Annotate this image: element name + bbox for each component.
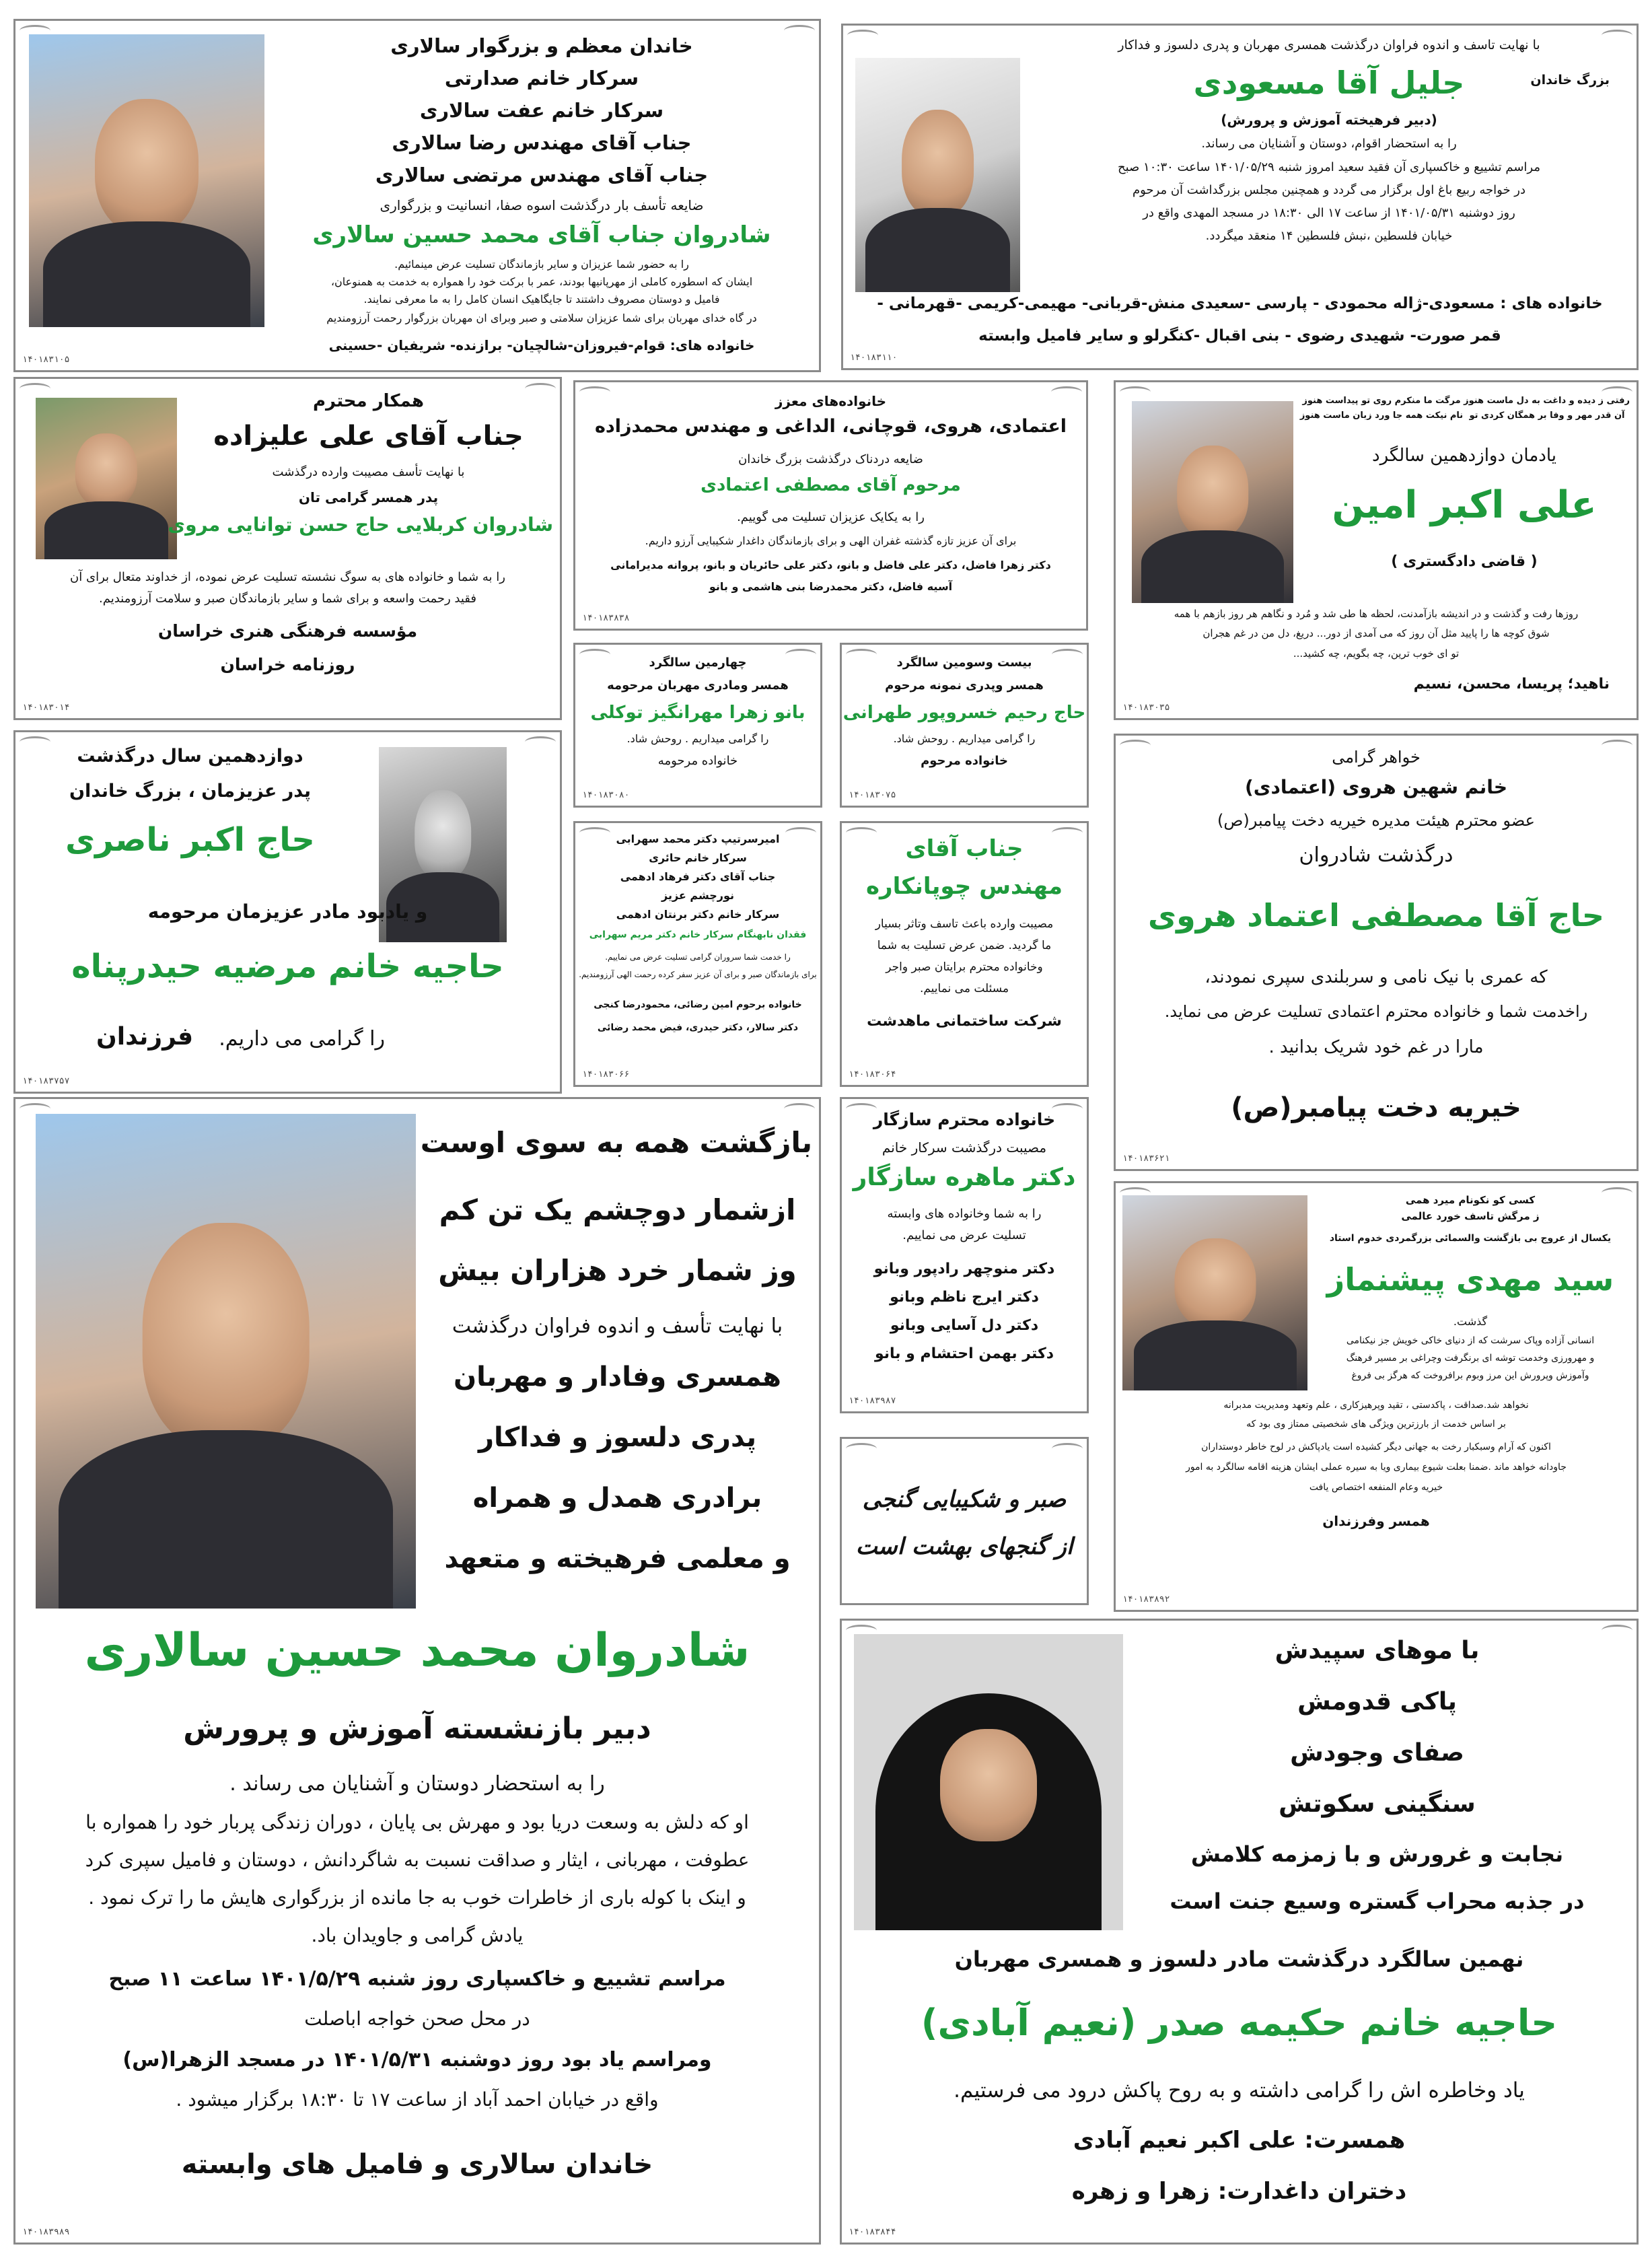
n12-ad-code: ۱۴۰۱۸۳۹۸۹ (22, 2227, 70, 2237)
n13-signer-4: دکتر بهمن احتشام و بانو (874, 1345, 1054, 1362)
n2-line-6: در خواجه ربیع باغ اول برگزار می گردد و همچنین مجلس بزرگداشت آن مرحوم (1132, 183, 1526, 197)
n3-signer-1: مؤسسه فرهنگی هنری خراسان (157, 621, 418, 641)
n8-deceased-name: حاج اکبر ناصری (65, 821, 315, 859)
n10-line-0: جناب آقای (905, 835, 1023, 862)
n10-line-4: وخانواده محترم برایتان صبر واجر (886, 960, 1043, 974)
n12-deceased-name: شادروان محمد حسین سالاری (84, 1624, 750, 1677)
notice-zahra-mehrangiz-tavakoli (573, 643, 822, 808)
n5-ad-code: ۱۴۰۱۸۳۰۳۵ (1122, 703, 1170, 713)
photo-seyed-mehdi-pishnamaz (1122, 1195, 1307, 1390)
n12-line-15: مراسم تشییع و خاکسپاری روز شنبه ۱۴۰۱/۵/۲۹ ساعت ۱۱ صبح (108, 1967, 726, 1991)
n5-line-7: روزها رفت و گذشت و در اندیشه بازآمدنت، لحظه ها طی شد و مُرد و نگاهم هر روز بازهم با همه (1174, 608, 1579, 620)
n1-line-2: سرکار خانم عفت سالاری (419, 99, 664, 122)
n14-line-7: وآموزش وپرورش این مرز وبوم برافروخت که هرگز بی فروغ (1351, 1370, 1589, 1381)
n12-line-1: ازشمار دوچشم یک تن کم (439, 1193, 796, 1226)
n2-line-1: بزرگ خاندان (1530, 73, 1610, 87)
notice-mahereh-sazgar (840, 1097, 1089, 1413)
n14-line-6: و مهرورزی وخدمت توشه ای برنگرفت وچراغی بر مسیر فرهنگ (1346, 1353, 1595, 1364)
n12-line-2: وز شمار خرد هزاران بیش (438, 1254, 797, 1287)
n5-poem-2a: آن قدر مهر و وفا بر همگان کردی تو (1469, 411, 1625, 421)
n14-line-9: بر اساس خدمت از بارزترین ویژگی های شخصیتی ممتاز وی بود که (1246, 1419, 1506, 1429)
n14-line-10: اکنون که آرام وسبکبار رخت به جهانی دیگر کشیده است یادپاکش در لوح خاطر دوستداران (1201, 1442, 1551, 1452)
n5-line-8: شوق کوچه ها را پایید مثل آن روز که می آمدی از دور... دریغ، دل من در غم هجران (1202, 627, 1550, 639)
notice-etemadi-families (573, 380, 1088, 631)
n13-line-0: خانواده محترم سازگار (873, 1110, 1056, 1129)
n9-signers-1: خانواده برحوم امین رضائی، محمودرضا کنجی (594, 999, 802, 1010)
n15-line-0: صبر و شکیبایی گنجی (862, 1486, 1067, 1513)
n8-line-1: پدر عزیزمان ، بزرگ خاندان (69, 781, 311, 802)
n12-line-3: با نهایت تأسف و اندوه فراوان درگذشت (452, 1314, 783, 1338)
n6-line-1: همسر ومادری مهربان مرحومه (607, 678, 789, 693)
n13-line-4: تسلیت عرض می نماییم. (902, 1228, 1026, 1242)
n7-line-3: را گرامی میداریم . روحش شاد. (893, 732, 1036, 745)
notice-chopankareh (840, 821, 1089, 1087)
n12-line-9: دبیر بازنشسته آموزش و پرورش (183, 1711, 651, 1746)
n12-signers: خاندان سالاری و فامیل های وابسته (181, 2149, 653, 2180)
n14-line-2: یکسال از عروج بی بازگشت والسمائی بزرگمردی خدوم استاد (1329, 1233, 1612, 1244)
n14-poem-1: کسی کو نکونام میرد همی (1405, 1194, 1536, 1206)
n7-ad-code: ۱۴۰۱۸۳۰۷۵ (849, 790, 896, 800)
n10-line-5: مسئلت می نماییم. (919, 982, 1009, 995)
n14-deceased-name: سید مهدی پیشنماز (1326, 1261, 1614, 1298)
n6-signers: خانواده مرحومه (657, 754, 738, 768)
n3-line-6: فقید رحمت واسعه و برای شما و سایر بازماندگان صبر و سلامت آرزومندیم. (99, 592, 476, 606)
photo-salari-large (36, 1114, 416, 1609)
n1-line-10: در گاه خدای مهربان برای شما عزیزان سلامتی و صبر وبرای ان مهربان بزرگوار رحمت آرزومندیم (326, 312, 757, 324)
n12-line-0: بازگشت همه به سوی اوست (420, 1126, 812, 1159)
n5-line-4: یادمان دوازدهمین سالگرد (1372, 446, 1556, 466)
n9-line-2: جناب آقای دکتر فرهاد ادهمی (620, 870, 776, 883)
n11-line-0: خواهر گرامی (1332, 748, 1421, 767)
n12-line-10: را به استحضار دوستان و آشنایان می رساند . (229, 1772, 605, 1796)
notice-haj-akbar-naseri (13, 730, 562, 1094)
n1-line-8: ایشان که اسطوره کاملی از مهرپانیها بودند، عمر با برکت خود را همواره به خدمت به همنوعان، (330, 275, 753, 288)
n12-line-17: ومراسم یاد بود روز دوشنبه ۱۴۰۱/۵/۳۱ در مسجد الزهرا(س) (122, 2048, 712, 2072)
notice-seyed-mehdi-pishnamaz (1114, 1181, 1639, 1612)
notice-ali-alizadeh (13, 377, 562, 720)
n5-deceased-name: علی اکبر امین (1332, 483, 1597, 527)
n3-signer-2: روزنامه خراسان (220, 655, 355, 674)
n9-line-0: امیرسرتیپ دکتر محمد سهرابی (616, 833, 780, 845)
n12-line-4: همسری وفادار و مهربان (453, 1362, 781, 1392)
n7-signers: خانواده مرحوم (921, 754, 1008, 768)
n16-deceased-name: حاجیه خانم حکیمه صدر (نعیم آبادی) (921, 2002, 1558, 2044)
n5-poem-2b: نام نیکت همه جا ورد زبان ماست هنوز (1299, 411, 1464, 421)
n2-line-7: روز دوشنبه ۱۴۰۱/۰۵/۳۱ از ساعت ۱۷ الی ۱۸:۳۰ در مسجد المهدی واقع در (1143, 206, 1515, 220)
n10-line-2: مصیبت وارده باعث تاسف وتاثر بسیار (875, 917, 1054, 931)
n6-line-0: چهارمین سالگرد (649, 656, 747, 670)
n16-line-2: صفای وجودش (1290, 1739, 1464, 1767)
n10-signers: شرکت ساختمانی ماهدشت (867, 1013, 1062, 1030)
n11-deceased-name: حاج آقا مصطفی اعتماد هروی (1147, 897, 1604, 933)
n12-line-5: پدری دلسوز و فداکار (478, 1422, 757, 1453)
n4-line-5: برای آن عزیز تازه گذشته غفران الهی و برای بازماندگان داغدار شکیبایی آرزو داریم. (645, 534, 1017, 547)
n8-line-5: را گرامی می داریم. (219, 1027, 385, 1051)
n12-line-14: یادش گرامی و جاویدان باد. (311, 1924, 524, 1946)
n16-signer-1: همسرت: علی اکبر نعیم آبادی (1073, 2127, 1406, 2154)
n4-ad-code: ۱۴۰۱۸۳۸۳۸ (582, 613, 630, 623)
n16-line-0: با موهای سپیدش (1274, 1637, 1480, 1664)
n3-line-5: را به شما و خانواده های به سوگ نشسته تسلیت عرض نموده، از خداوند متعال برای آن (70, 570, 505, 584)
n7-line-1: همسر وپدری نمونه مرحوم (885, 678, 1044, 693)
n1-line-1: سرکار خانم صدارتی (444, 67, 639, 90)
n8-line-0: دوازدهمین سال درگذشت (77, 746, 303, 767)
photo-mohammad-hossein-salari (29, 34, 264, 327)
n14-poem-2: ز مرگش تاسف خورد عالمی (1401, 1210, 1540, 1222)
n16-line-5: در جذبه محراب گستره وسیع جنت است (1170, 1888, 1585, 1914)
n1-line-9: فامیل و دوستان مصروف داشتند تا جایگاهیک انسان کامل را به ما معرفی نمایند. (363, 293, 720, 306)
n9-line-7: برای بازماندگان صبر و برای آن عزیز سفر کرده رحمت الهی آرزومندیم. (579, 970, 817, 979)
notice-jalil-agha-masoudi (841, 24, 1639, 370)
photo-ali-akbar-amin (1132, 401, 1293, 603)
n4-line-4: را به یکایک عزیزان تسلیت می گوییم. (737, 510, 925, 524)
notice-hakimeh-sadr (840, 1619, 1639, 2245)
n16-ad-code: ۱۴۰۱۸۳۸۴۴ (849, 2227, 896, 2237)
n12-line-12: عطوفت ، مهربانی ، ایثار و صداقت نسبت به شاگردانش ، دوستان و فامیل سپری کرد (85, 1849, 750, 1871)
n4-line-1: اعتمادی، هروی، قوچانی، الداغی و مهندس محمدزاده (594, 416, 1067, 437)
n9-signers-2: دکتر سالار، دکتر حیدری، فیض محمد رضائی (597, 1022, 799, 1033)
n12-line-11: او که دلش به وسعت دریا بود و مهرش بی پایان ، دوران زندگی پربار خود را همواره با (85, 1811, 749, 1833)
n14-signers: همسر وفرزندان (1322, 1513, 1430, 1529)
notice-shahin-heravi (1114, 734, 1639, 1171)
n12-line-18: واقع در خیابان احمد آباد از ساعت ۱۷ تا ۱۸:۳۰ برگزار میشود . (176, 2088, 659, 2111)
n1-line-3: جناب آقای مهندس رضا سالاری (392, 131, 692, 154)
n1-ad-code: ۱۴۰۱۸۳۱۰۵ (22, 355, 70, 365)
n2-line-3: (دبیر فرهیخته آموزش و پرورش) (1221, 112, 1437, 128)
photo-hassan-tavanaei (36, 398, 177, 559)
n14-line-8: نخواهد شد.صداقت ، پاکدستی ، تقید وپرهیزکاری ، علم وتعهد ومدیریت مدبرانه (1223, 1400, 1529, 1411)
notice-maryam-sohrabi (573, 821, 822, 1087)
photo-jalil-agha-masoudi (855, 58, 1020, 292)
n13-line-3: را به شما وخانواده های وابسته (887, 1207, 1042, 1221)
n1-line-0: خاندان معظم و بزرگوار سالاری (390, 34, 693, 57)
notice-ali-akbar-amin (1114, 380, 1639, 720)
n2-line-5: مراسم تشییع و خاکسپاری آن فقید سعید امروز شنبه ۱۴۰۱/۰۵/۲۹ ساعت ۱۰:۳۰ صبح (1117, 160, 1540, 174)
n2-families-2: قمر صورت- شهیدی رضوی - بنی اقبال -کنگرلو و سایر فامیل وابسته (978, 327, 1501, 345)
n8-line-3: و یادبود مادر عزیزمان مرحومه (147, 901, 428, 923)
n11-signers: خیریه دخت پیامبر(ص) (1231, 1092, 1521, 1123)
notice-calligraphy-patience (840, 1437, 1089, 1605)
n1-signers: خانواده های: قوام-فیروزان-شالچیان- برازنده- شریفیان -حسینی (328, 337, 755, 353)
n1-line-4: جناب آقای مهندس مرتضی سالاری (375, 164, 709, 186)
notice-salari-families (13, 19, 821, 372)
n3-ad-code: ۱۴۰۱۸۳۰۱۴ (22, 703, 70, 713)
n14-ad-code: ۱۴۰۱۸۳۸۹۲ (1122, 1594, 1170, 1604)
n16-line-3: سنگینی سکوتش (1279, 1790, 1476, 1818)
n9-line-1: سرکار خانم حائری (649, 851, 747, 864)
n9-ad-code: ۱۴۰۱۸۳۰۶۶ (582, 1069, 630, 1080)
n9-deceased-line: فقدان نابهنگام سرکار خانم دکتر مریم سهرابی (589, 929, 807, 940)
n16-line-1: پاکی قدومش (1297, 1688, 1457, 1716)
n8-ad-code: ۱۴۰۱۸۳۷۵۷ (22, 1076, 70, 1086)
n9-line-6: را خدمت شما سروران گرامی تسلیت عرض می نماییم. (605, 952, 791, 962)
n11-line-1: خانم شهین هروی (اعتمادی) (1244, 776, 1508, 798)
n7-line-0: بیست وسومین سالگرد (896, 656, 1032, 670)
n9-line-4: سرکار خانم دکتر برنتان ادهمی (616, 908, 780, 921)
n5-line-9: تو ای خوب ترین، چه بگویم، چه کشید... (1293, 647, 1460, 660)
n3-deceased-name: شادروان کربلایی حاج حسن توانایی مروی (168, 514, 553, 536)
n5-poem-1a: رفتی ز دیده و داغت به دل ماست هنوز (1464, 396, 1630, 406)
n12-line-7: و معلمی فرهیخته و متعهد (444, 1543, 791, 1574)
n13-signer-1: دکتر منوچهر رادپور وبانو (873, 1261, 1055, 1277)
n13-signer-3: دکتر دل آسایی وبانو (890, 1317, 1039, 1334)
n2-families-1: خانواده های : مسعودی-ژاله محمودی - پارسی -سعیدی منش-قربانی- مهیمی-کریمی -قهرمانی - (877, 295, 1603, 312)
n11-line-5: که عمری با نیک نامی و سربلندی سپری نمودند، (1205, 967, 1548, 987)
n12-line-6: برادری همدل و همراه (472, 1483, 762, 1514)
n11-line-2: عضو محترم هیئت مدیره خیریه دخت پیامبر(ص) (1217, 811, 1535, 830)
n6-deceased-name: بانو زهرا مهرانگیز توکلی (590, 703, 805, 723)
n3-line-0: همکار محترم (312, 391, 425, 411)
n7-deceased-name: حاج رحیم خسروپور طهرانی (842, 703, 1086, 723)
n13-line-1: مصیبت درگذشت سرکار خانم (882, 1139, 1047, 1156)
n10-ad-code: ۱۴۰۱۸۳۰۶۴ (849, 1069, 896, 1080)
n1-deceased-name: شادروان جناب آقای محمد حسین سالاری (312, 221, 771, 248)
notice-salari-main (13, 1097, 821, 2245)
n9-line-3: نورچشم عزیز (661, 889, 735, 902)
n13-deceased-name: دکتر ماهره سازگار (853, 1164, 1076, 1191)
n14-line-11: جاودانه خواهد ماند .ضمنا بعلت شیوع بیماری ویا به سیره عملی ایشان هزینه اقامه سالگرد به امور (1186, 1462, 1567, 1473)
n6-ad-code: ۱۴۰۱۸۳۰۸۰ (582, 790, 630, 800)
n5-signers: ناهید؛ پریسا، محسن، نسیم (1413, 676, 1610, 693)
n1-line-7: را به حضور شما عزیزان و سایر بازماندگان تسلیت عرض مینمائیم. (394, 258, 689, 271)
n14-line-4: گذشت. (1453, 1315, 1488, 1328)
n2-line-8: خیابان فلسطین ،نبش فلسطین ۱۴ منعقد میگردد. (1205, 229, 1453, 243)
n16-line-6: نهمین سالگرد درگذشت مادر دلسوز و همسری مهربان (954, 1946, 1524, 1972)
n15-line-1: از گنجهای بهشت است (855, 1533, 1073, 1560)
n11-line-3: درگذشت شادروان (1299, 843, 1453, 867)
n2-deceased-name: جلیل آقا مسعودی (1193, 65, 1465, 101)
n4-line-2: ضایعه دردناک درگذشت بزرگ خاندان (738, 452, 923, 466)
n3-line-3: پدر همسر گرامی تان (298, 489, 439, 505)
n13-signer-2: دکتر ایرج ناظم وبانو (890, 1289, 1039, 1306)
n14-line-5: انسانی آزاده وپاک سرشت که از دنیای خاکی خویش جز نیکنامی (1346, 1335, 1595, 1346)
n3-line-1: جناب آقای علی علیزاده (213, 421, 524, 452)
n11-ad-code: ۱۴۰۱۸۳۶۲۱ (1122, 1154, 1170, 1164)
n5-line-6: ( قاضی دادگستری ) (1391, 553, 1538, 570)
n10-line-3: ما گردید. ضمن عرض تسلیت به شما (877, 939, 1052, 952)
n12-line-16: در محل صحن خواجه اباصلت (304, 2008, 530, 2030)
n16-line-4: نجابت و غرورش و با زمزمه کلامش (1190, 1841, 1564, 1867)
n16-line-8: یاد وخاطره اش را گرامی داشته و به روح پاکش درود می فرستیم. (954, 2078, 1525, 2103)
n3-line-2: با نهایت تأسف مصیبت وارده درگذشت (272, 465, 465, 479)
n8-second-name: حاجیه خانم مرضیه حیدرپناه (71, 948, 504, 985)
photo-hakimeh-sadr (854, 1634, 1123, 1930)
n12-line-13: و اینک با کوله باری از خاطرات خوب به جا مانده از بزرگواری هایش ما را ترک نمود . (88, 1886, 746, 1909)
notice-rahim-khosropour-tehrani (840, 643, 1089, 808)
n11-line-7: مارا در غم خود شریک بدانید . (1268, 1037, 1484, 1057)
n6-line-3: را گرامی میداریم . روحش شاد. (626, 732, 769, 745)
n5-poem-1b: مرگت ما منکرم روی تو پیداست هنوز (1302, 396, 1461, 406)
n1-line-5: ضایعه تأسف بار درگذشت اسوه صفا، انسانیت و بزرگواری (380, 197, 704, 213)
n10-recipient-name: مهندس چوپانکاره (865, 873, 1063, 900)
n2-line-4: را به استحضار اقوام، دوستان و آشنایان می رساند. (1201, 137, 1457, 151)
n13-ad-code: ۱۴۰۱۸۳۹۸۷ (849, 1396, 896, 1406)
n8-signers: فرزندان (96, 1023, 194, 1051)
n4-signers-2: آسیه فاضل، دکتر محمدرضا بنی هاشمی و بانو (709, 580, 953, 593)
n4-signers-1: دکتر زهرا فاضل، دکتر علی فاضل و بانو، دکتر علی حائریان و بانو، پروانه مدیرامانی (610, 559, 1051, 571)
n4-line-0: خانواده‌های معزز (775, 393, 887, 409)
n16-signer-2: دختران داغدارت: زهرا و زهره (1071, 2178, 1407, 2205)
n2-ad-code: ۱۴۰۱۸۳۱۱۰ (850, 353, 898, 363)
n14-line-12: خیریه وعام المنفعه اختصاص یافت (1309, 1482, 1443, 1493)
n11-line-6: راخدمت شما و خانواده محترم اعتمادی تسلیت عرض می نماید. (1164, 1002, 1588, 1021)
n4-deceased-name: مرحوم آقای مصطفی اعتمادی (701, 475, 961, 495)
n2-line-0: با نهایت تاسف و اندوه فراوان درگذشت همسری مهربان و پدری دلسوز و فداکار (1118, 38, 1540, 52)
